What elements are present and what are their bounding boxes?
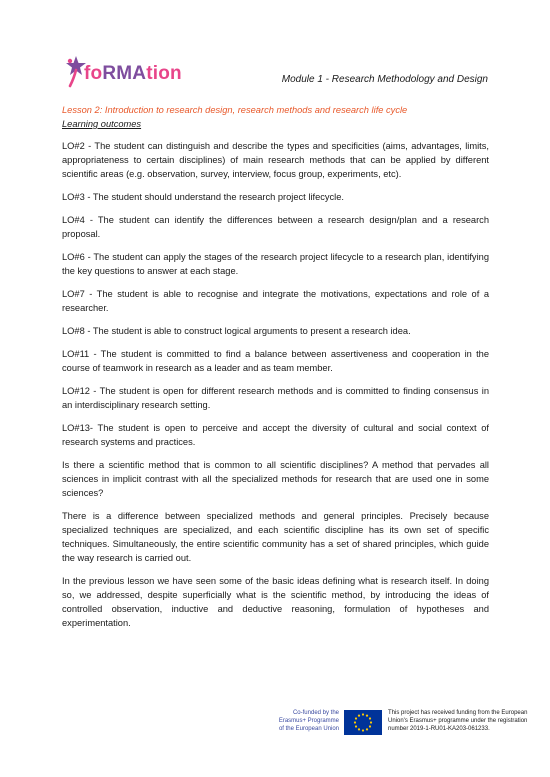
logo-text-part: fo <box>84 63 103 84</box>
paragraph: LO#2 - The student can distinguish and describe the types and specificities (aims, advantages, limits, appropriateness to certain disciplines) of main research methods that can be applied by different scientific areas (e.g. observation, survey, interview, focus group, experiments, etc). <box>62 141 489 179</box>
main-content <box>62 103 489 639</box>
funding-line: Union's Erasmus+ programme under the registration <box>388 718 528 724</box>
paragraph: In the previous lesson we have seen some of the basic ideas defining what is research itself. In doing so, we addressed, despite superficially what is the scientific method, by introducing the ideas of controlled observation, inductive and deductive reasoning, formulation of hypotheses and experimentation. <box>62 576 489 628</box>
funding-notice <box>388 709 528 733</box>
logo-text <box>84 63 182 85</box>
footer <box>0 706 550 746</box>
paragraph: LO#13- The student is open to perceive and accept the diversity of cultural and social context of research systems and practices. <box>62 423 489 447</box>
paragraph: LO#4 - The student can identify the differences between a research design/plan and a research proposal. <box>62 215 489 239</box>
cofund-line: Erasmus+ Programme <box>278 718 339 724</box>
funding-line: number 2019-1-RU01-KA203-061233. <box>388 726 490 732</box>
paragraph: There is a difference between specialized methods and general principles. Precisely because specialized techniques are specialized, and each scientific discipline has its own set of specific techniques. Simultaneously, the entire scientific community has a set of shared principles, which guide the way research is carried out. <box>62 511 489 563</box>
cofund-text <box>239 709 339 733</box>
funding-line: This project has received funding from the European <box>388 710 528 716</box>
paragraph: LO#3 - The student should understand the research project lifecycle. <box>62 192 344 202</box>
logo-text-part: tion <box>146 63 182 84</box>
module-title: Module 1 - Research Methodology and Design <box>281 74 488 85</box>
paragraph: LO#12 - The student is open for different research methods and is committed to finding consensus in an interdisciplinary research setting. <box>62 386 489 410</box>
paragraph: Is there a scientific method that is common to all scientific disciplines? A method that pervades all sciences in implicit contrast with all the specialized methods for research that are used one in some sciences? <box>62 460 489 498</box>
learning-outcomes-heading: Learning outcomes <box>62 119 142 129</box>
cofund-line: of the European Union <box>278 726 339 732</box>
paragraph: LO#6 - The student can apply the stages of the research project lifecycle to a research plan, identifying the key questions to answer at each stage. <box>62 252 489 276</box>
paragraph: LO#11 - The student is committed to find a balance between assertiveness and cooperation in the course of teamwork in research as a leader and as team member. <box>62 349 489 373</box>
cofund-line: Co-funded by the <box>292 710 339 716</box>
logo-text-part: RMA <box>102 63 147 84</box>
paragraph: LO#7 - The student is able to recognise and integrate the motivations, expectations and role of a researcher. <box>62 289 489 313</box>
eu-flag-icon <box>344 710 382 735</box>
lesson-title: Lesson 2: Introduction to research design, research methods and research life cycle <box>62 105 408 115</box>
paragraph: LO#8 - The student is able to construct logical arguments to present a research idea. <box>62 326 411 336</box>
